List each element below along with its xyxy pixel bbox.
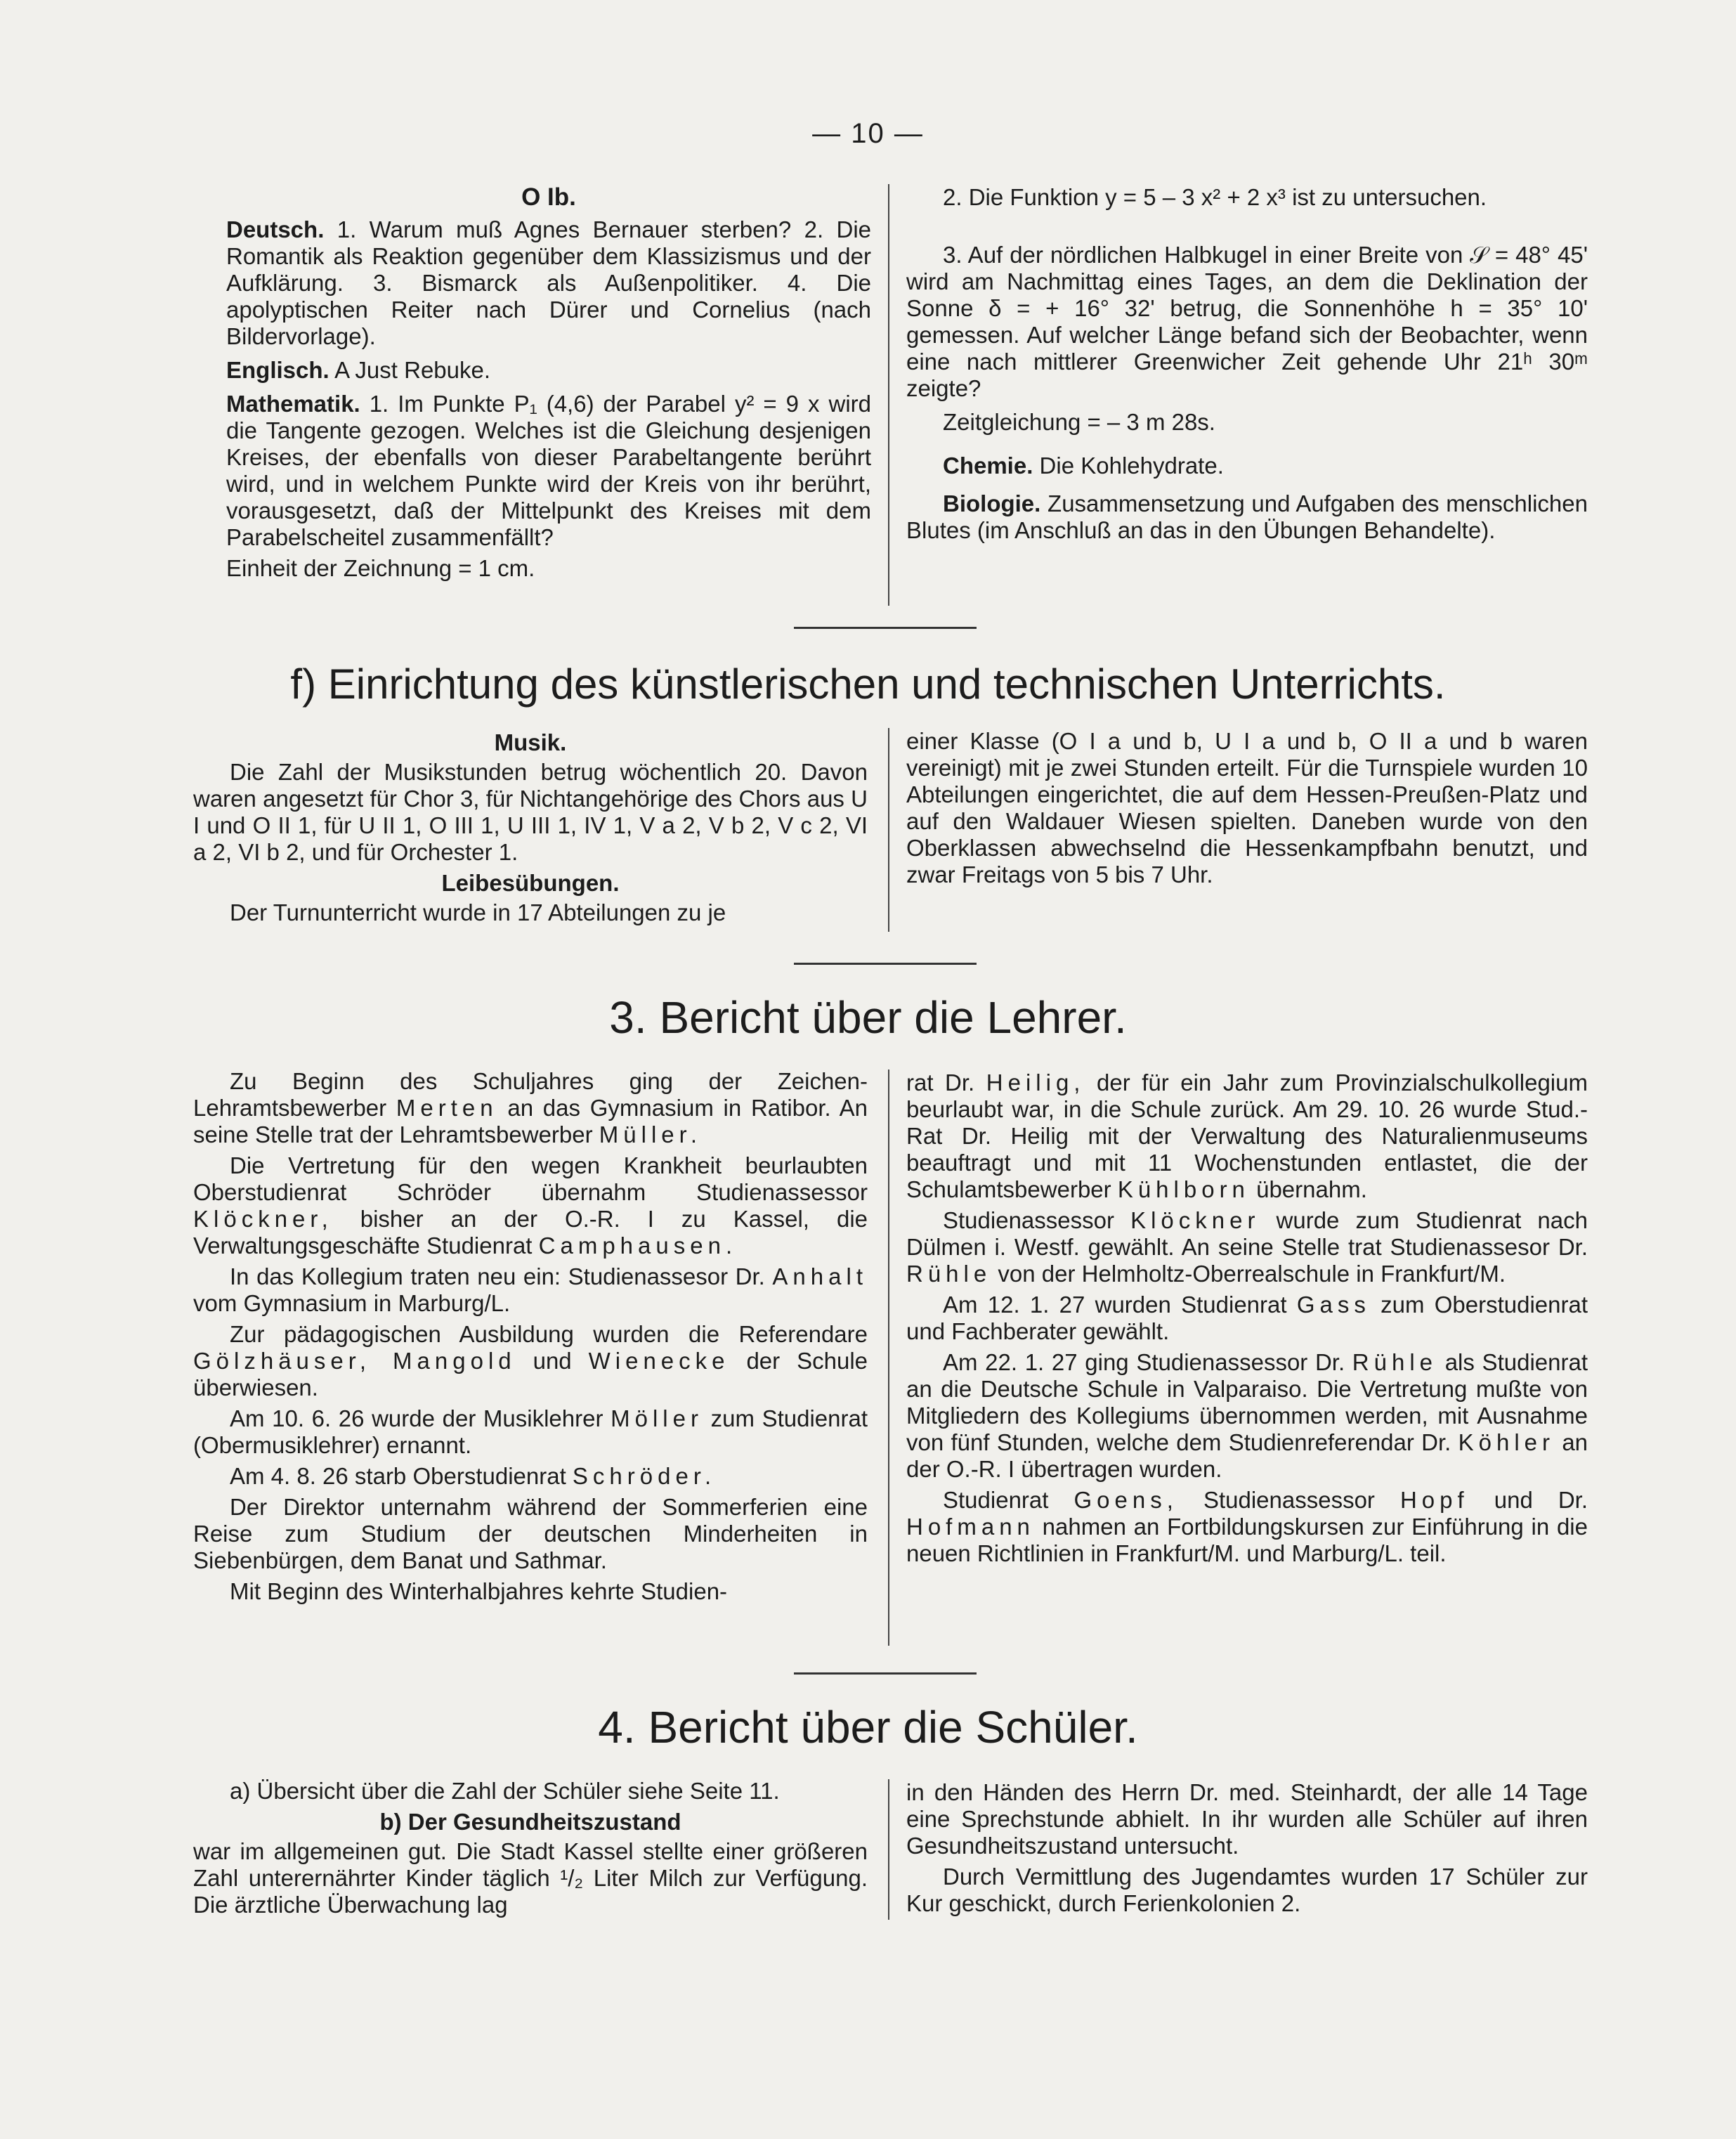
text-span: Studienassessor (943, 1207, 1114, 1233)
text-span: Am 10. 6. 26 wurde der Musiklehrer (230, 1405, 603, 1431)
biologie-text: Zusammensetzung und Aufgaben des menschlichen Blutes (im Anschluß an das in den Übungen Behandelte). (906, 490, 1588, 543)
text-span: Studienrat (943, 1487, 1049, 1513)
lehrer-paragraph-2 (193, 1152, 868, 1259)
person-name-hopf: Hopf (1399, 1487, 1469, 1513)
text-span: übernahm. (1256, 1176, 1367, 1202)
section-3-heading: 3. Bericht über die Lehrer. (609, 992, 1127, 1043)
chemie-paragraph (906, 453, 1588, 479)
biologie-paragraph (906, 490, 1588, 544)
person-name-moeller: Möller (611, 1405, 703, 1431)
lehrer-right-paragraph-2 (906, 1207, 1588, 1287)
person-name-goens: Goens, (1073, 1487, 1178, 1513)
mathematik-text: 1. Im Punkte P₁ (4,6) der Parabel y² = 9 x wird die Tangente gezogen. Welches ist die Gleichung desjenigen Kreises, der ebenfalls von dieser Parabeltangente berührt wird, und in welchem Punkte wird der Kreis von ihr berührt, vorausgesetzt, daß der Mittelpunkt des Kreises mit dem Parabelscheitel zusammenfällt? (226, 391, 871, 550)
biologie-label: Biologie. (943, 490, 1041, 516)
section-f-column-divider (888, 728, 889, 932)
section-4-column-divider (888, 1779, 889, 1920)
page-number: — 10 — (812, 118, 924, 149)
section-4-left-column (193, 1778, 868, 1923)
person-name-merten: Merten (396, 1095, 498, 1121)
text-span: Zu Beginn des Schuljahres ging der Zeichen-Lehramtsbewerber (193, 1068, 868, 1121)
text-span: Am 22. 1. 27 ging Studienassessor Dr. (943, 1349, 1345, 1375)
text-span: zum Studienrat (Obermusiklehrer) ernannt. (193, 1405, 868, 1458)
section-f-left-column (193, 727, 868, 930)
section-3-right-column (906, 1070, 1588, 1571)
text-span: vom Gymnasium in Marburg/L. (193, 1290, 511, 1316)
englisch-label: Englisch. (226, 357, 329, 383)
separator-rule-3 (794, 1672, 977, 1675)
person-name-wienecke: Wienecke (588, 1348, 730, 1374)
gesundheitszustand-paragraph: war im allgemeinen gut. Die Stadt Kassel stellte einer größeren Zahl unterernährter Kinder täglich ¹/₂ Liter Milch zur Verfügung. Die ärztliche Überwachung lag (193, 1838, 868, 1918)
text-span: nahmen an Fortbildungskursen zur Einführung in die neuen Richtlinien in Frankfurt/M. und Marburg/L. teil. (906, 1514, 1588, 1566)
chemie-text: Die Kohlehydrate. (1039, 453, 1224, 479)
top-column-divider (888, 184, 889, 606)
section-f-heading: f) Einrichtung des künstlerischen und technischen Unterrichts. (290, 661, 1446, 708)
lehrer-paragraph-7: Der Direktor unternahm während der Sommerferien eine Reise zum Studium der deutschen Minderheiten in Siebenbürgen, dem Banat und Sathmar. (193, 1494, 868, 1573)
section-3-column-divider (888, 1070, 889, 1646)
deutsch-label: Deutsch. (226, 216, 325, 242)
lehrer-paragraph-1 (193, 1068, 868, 1148)
separator-rule-2 (794, 963, 977, 965)
lehrer-paragraph-4 (193, 1321, 868, 1401)
text-span: Zur pädagogischen Ausbildung wurden die Referendare (230, 1321, 868, 1347)
lehrer-right-paragraph-3 (906, 1292, 1588, 1345)
leibesuebungen-paragraph: Der Turnunterricht wurde in 17 Abteilungen zu je (230, 899, 726, 925)
separator-rule-1 (794, 627, 977, 629)
lehrer-paragraph-3 (193, 1263, 868, 1317)
section-4-heading: 4. Bericht über die Schüler. (598, 1702, 1138, 1753)
text-span: In das Kollegium traten neu ein: Studienassesor Dr. (230, 1263, 765, 1289)
schueler-right-paragraph-1: in den Händen des Herrn Dr. med. Steinhardt, der alle 14 Tage eine Sprechstunde abhielt. In ihr wurden alle Schüler auf ihren Gesundheitszustand untersucht. (906, 1779, 1588, 1859)
text-span: bisher an der O.-R. I zu Kassel, die Verwaltungsgeschäfte Studienrat (193, 1206, 868, 1259)
lehrer-paragraph-5 (193, 1405, 868, 1459)
class-title: O Ib. (521, 183, 576, 211)
text-span: rat Dr. (906, 1070, 975, 1095)
text-span: Die Vertretung für den wegen Krankheit beurlaubten Oberstudienrat Schröder übernahm Studienassessor (193, 1152, 868, 1205)
top-left-column (226, 181, 871, 586)
person-name-kloeckner-2: Klöckner (1130, 1207, 1260, 1233)
person-name-ruehle: Rühle (906, 1261, 992, 1287)
text-span: als Studienrat an die Deutsche Schule in Valparaiso. Die Vertretung mußte von Mitgliedern des Kollegiums übernommen werden, mit Ausnahme von fünf Stunden, welche dem Studienreferendar Dr. (906, 1349, 1588, 1455)
musik-title: Musik. (494, 729, 567, 755)
person-name-gass: Gass (1296, 1292, 1371, 1318)
text-span: wurde zum Studienrat nach Dülmen i. Westf. gewählt. An seine Stelle trat Studienassesor Dr. (906, 1207, 1588, 1260)
einheit-line: Einheit der Zeichnung = 1 cm. (226, 555, 535, 581)
schueler-right-paragraph-2: Durch Vermittlung des Jugendamtes wurden 17 Schüler zur Kur geschickt, durch Ferienkolonien 2. (906, 1864, 1588, 1916)
person-name-hofmann: Hofmann (906, 1514, 1035, 1540)
lehrer-paragraph-6 (193, 1463, 868, 1490)
leibesuebungen-title: Leibesübungen. (441, 870, 620, 896)
text-span: und (533, 1348, 572, 1374)
halbkugel-paragraph: 3. Auf der nördlichen Halbkugel in einer Breite von 𝒮 = 48° 45' wird am Nachmittag eines Tages, an dem die Deklination der Sonne δ = + 16° 32' betrug, die Sonnenhöhe h = 35° 10' gemessen. Auf welcher Länge befand sich der Beobachter, wenn eine nach mittlerer Greenwicher Zeit gehende Uhr 21ʰ 30ᵐ zeigte? (906, 242, 1588, 401)
person-name-mueller: Müller. (599, 1121, 702, 1147)
turnspiele-paragraph: einer Klasse (O I a und b, U I a und b, O II a und b waren vereinigt) mit je zwei Stunden erteilt. Für die Turnspiele wurden 10 Abteilungen eingerichtet, die auf dem Hessen-Preußen-Platz und auf den Waldauer Wiesen spielten. Daneben wurde von den Oberklassen abwechselnd die Hessenkampfbahn benutzt, und zwar Freitags von 5 bis 7 Uhr. (906, 728, 1588, 888)
section-4-right-column (906, 1779, 1588, 1921)
text-span: an das Gymnasium in Ratibor. An seine Stelle trat der Lehramtsbewerber (193, 1095, 868, 1147)
deutsch-paragraph (226, 216, 871, 350)
text-span: der für ein Jahr zum Provinzialschulkollegium beurlaubt war, in die Schule zurück. Am 29. 10. 26 wurde Stud.-Rat Dr. Heilig mit der Verwaltung des Naturalienmuseums beauftragt und mit 11 Wochenstunden entlastet, die der Schulamtsbewerber (906, 1070, 1588, 1202)
text-span: zum Oberstudienrat und Fachberater gewählt. (906, 1292, 1588, 1344)
section-3-left-column (193, 1068, 868, 1609)
musik-paragraph: Die Zahl der Musikstunden betrug wöchentlich 20. Davon waren angesetzt für Chor 3, für Nichtangehörige des Chors aus U I und O II 1, für U II 1, O III 1, U III 1, IV 1, V a 2, V b 2, V c 2, VI a 2, VI b 2, und für Orchester 1. (193, 759, 868, 865)
deutsch-text: 1. Warum muß Agnes Bernauer sterben? 2. Die Romantik als Reaktion gegenüber dem Klassizismus und der Aufklärung. 3. Bismarck als Außenpolitiker. 4. Die apolyptischen Reiter nach Dürer und Cornelius (nach Bildervorlage). (226, 216, 871, 349)
lehrer-right-paragraph-4 (906, 1349, 1588, 1483)
zeitgleichung-line: Zeitgleichung = – 3 m 28s. (943, 409, 1215, 435)
schueler-overview-line: a) Übersicht über die Zahl der Schüler siehe Seite 11. (230, 1778, 780, 1804)
person-name-anhalt: Anhalt (772, 1263, 868, 1289)
text-span: Studienassessor (1203, 1487, 1375, 1513)
englisch-paragraph (226, 357, 871, 384)
person-names-referendare: Gölzhäuser, Mangold (193, 1348, 516, 1374)
person-name-camphausen: Camphausen. (538, 1233, 738, 1259)
person-name-heilig: Heilig, (986, 1070, 1085, 1095)
person-name-koehler: Köhler (1458, 1429, 1555, 1455)
text-span: von der Helmholtz-Oberrealschule in Frankfurt/M. (998, 1261, 1506, 1287)
mathematik-paragraph (226, 391, 871, 551)
lehrer-paragraph-8: Mit Beginn des Winterhalbjahres kehrte Studien- (230, 1578, 728, 1604)
funktion-paragraph: 2. Die Funktion y = 5 – 3 x² + 2 x³ ist zu untersuchen. (943, 184, 1487, 210)
text-span: Am 12. 1. 27 wurden Studienrat (943, 1292, 1287, 1318)
text-span: Am 4. 8. 26 starb Oberstudienrat (230, 1463, 566, 1489)
text-span: der Schule überwiesen. (193, 1348, 868, 1400)
person-name-schroeder: Schröder. (572, 1463, 717, 1489)
englisch-text: A Just Rebuke. (334, 357, 491, 383)
text-span: und Dr. (1494, 1487, 1588, 1513)
lehrer-right-paragraph-5 (906, 1487, 1588, 1567)
gesundheitszustand-title: b) Der Gesundheitszustand (379, 1809, 681, 1835)
person-name-kuehlborn: Kühlborn (1117, 1176, 1250, 1202)
mathematik-label: Mathematik. (226, 391, 360, 417)
section-f-right-column (906, 728, 1588, 892)
lehrer-right-paragraph-1 (906, 1070, 1588, 1203)
text-span: an der O.-R. I übertragen wurden. (906, 1429, 1588, 1482)
person-name-ruehle-2: Rühle (1352, 1349, 1438, 1375)
chemie-label: Chemie. (943, 453, 1033, 479)
top-right-column (906, 184, 1588, 548)
person-name-kloeckner: Klöckner, (193, 1206, 333, 1232)
